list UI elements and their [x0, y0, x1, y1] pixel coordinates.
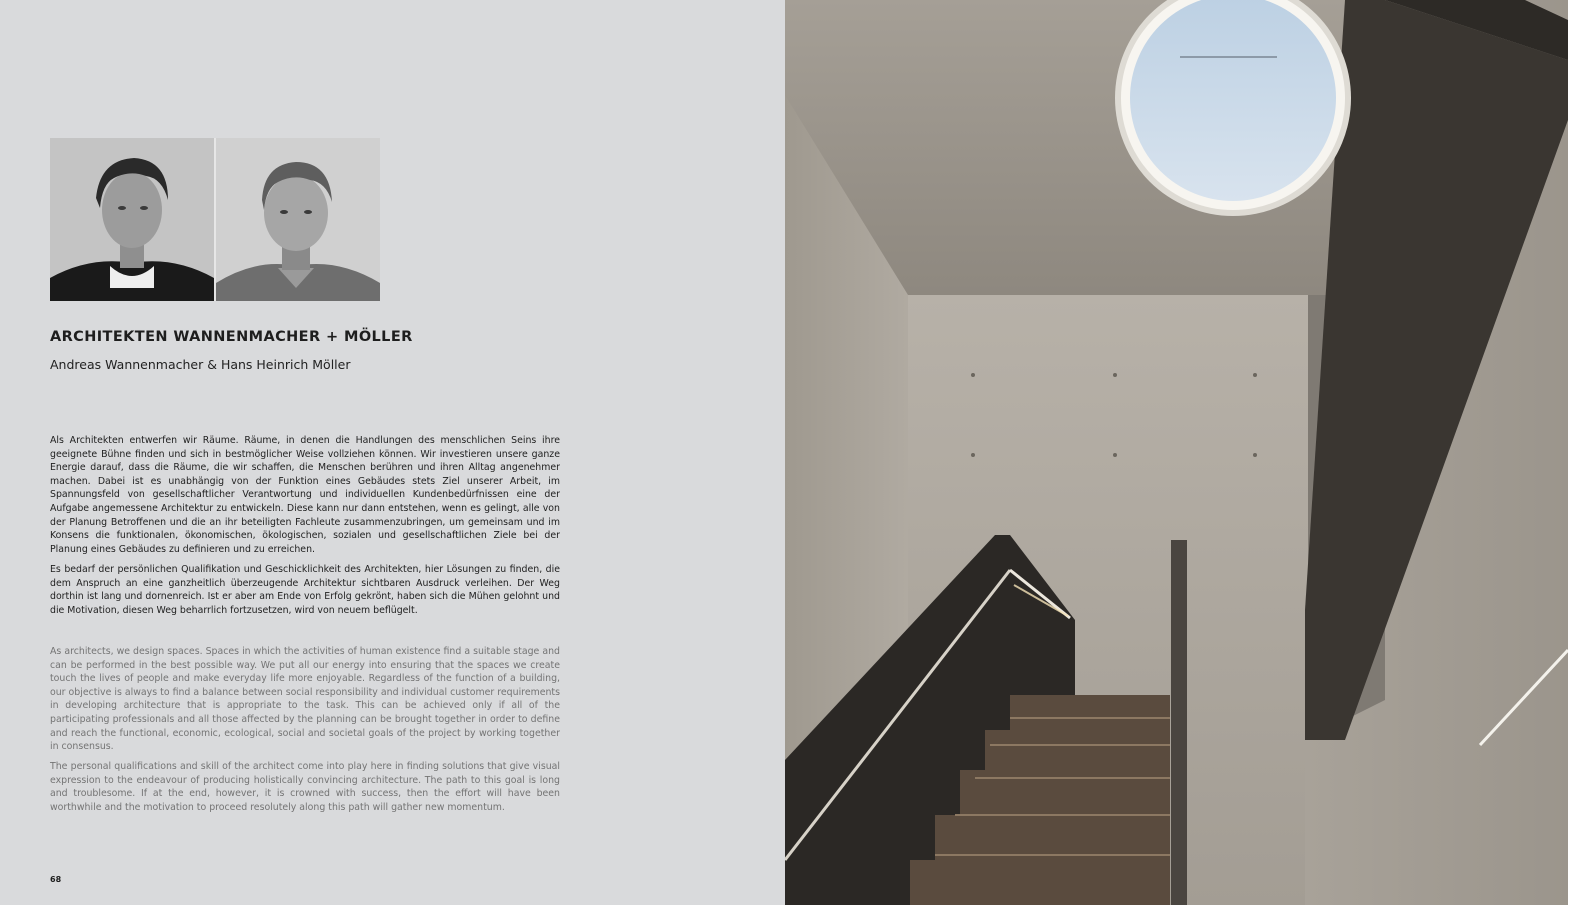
english-paragraph: As architects, we design spaces. Spaces in which the activities of human existence find a suitable stage and can be performed in the best possible way. We put all our energy into ensuring that the spaces we create touch the lives of people and make everyday life more enjoyable. Regardless of the function of a building, our objective is always to find a balance between social responsibility and individual customer requirements in developing architecture that is appropriate to the task. This can be achieved only if all of the participating professionals and all those affected by the planning can be brought together in order to define and reach the functional, economic, ecological, social and societal goals of the project by working together in consensus. [50, 646, 560, 753]
architect-names: Andreas Wannenmacher & Hans Heinrich Möller [50, 357, 351, 372]
portrait-hans-heinrich-moeller [214, 138, 380, 301]
page-number: 68 [50, 875, 62, 884]
left-page [0, 0, 785, 905]
right-page [785, 0, 1568, 905]
english-paragraph: The personal qualifications and skill of the architect come into play here in finding solutions that give visual expression to the endeavour of producing holistically convincing architecture. The path to this goal is long and troublesome. If at the end, however, it is crowned with success, then the effort will have been worthwhile and the motivation to proceed resolutely along this path will gather new momentum. [50, 761, 560, 813]
german-paragraph: Als Architekten entwerfen wir Räume. Räume, in denen die Handlungen des menschlichen Seins ihre geeignete Bühne finden und sich in bestmöglicher Weise vollziehen können. Wir investieren unsere ganze Energie darauf, dass die Räume, die wir schaffen, die Menschen berühren und ihren Alltag angenehmer machen. Dabei ist es unabhängig von der Funktion eines Gebäudes stets Ziel unserer Arbeit, im Spannungsfeld von gesellschaftlicher Verantwortung und individuellen Kundenbedürfnissen eine der Aufgabe angemessene Architektur zu entwickeln. Diese kann nur dann entstehen, wenn es gelingt, alle von der Planung Betroffenen und die an ihr beteiligten Fachleute zusammenzubringen, um gemeinsam und im Konsens die funktionalen, ökonomischen, ökologischen, sozialen und gesellschaftlichen Ziele bei der Planung eines Gebäudes zu definieren und zu erreichen. [50, 435, 560, 555]
staircase-photo [785, 0, 1568, 905]
architect-portraits [50, 138, 380, 301]
page-title: ARCHITEKTEN WANNENMACHER + MÖLLER [50, 329, 413, 345]
german-paragraph: Es bedarf der persönlichen Qualifikation und Geschicklichkeit des Architekten, hier Lösungen zu finden, die dem Anspruch an eine ganzheitlich überzeugende Architektur sichtbaren Ausdruck verleihen. Der Weg dorthin ist lang und dornenreich. Ist er aber am Ende von Erfolg gekrönt, haben sich die Mühen gelohnt und die Motivation, diesen Weg beharrlich fortzusetzen, wird von neuem beflügelt. [50, 564, 560, 616]
portrait-andreas-wannenmacher [50, 138, 214, 301]
